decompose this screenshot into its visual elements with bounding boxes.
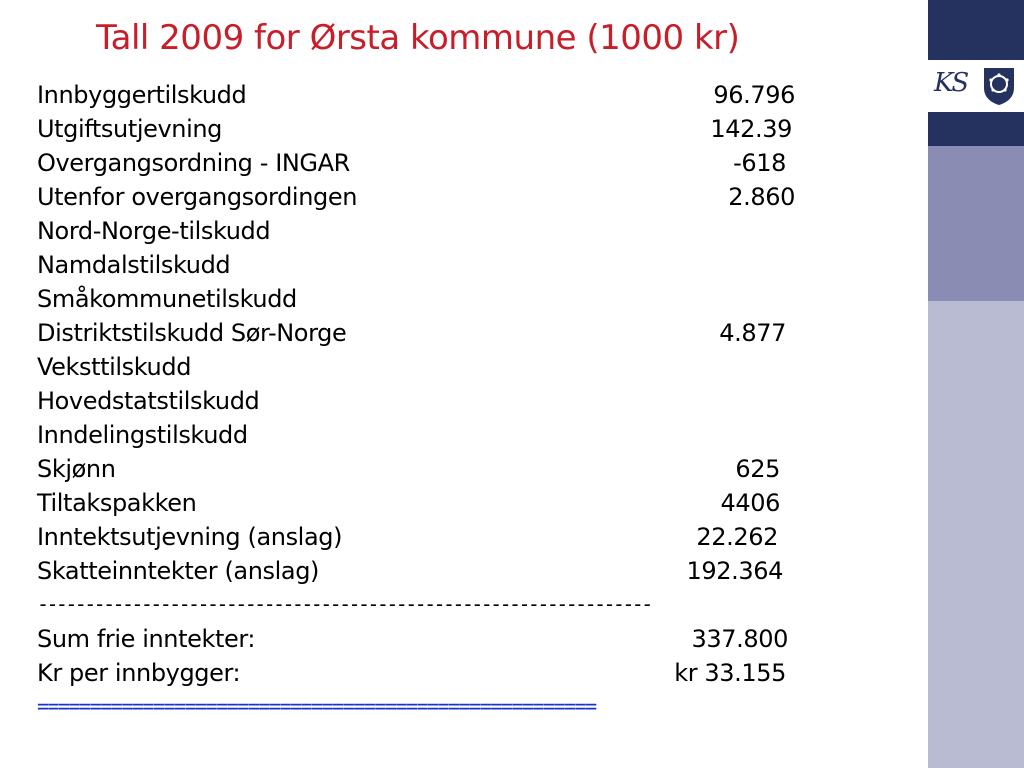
row-label: Inndelingstilskudd: [37, 421, 248, 449]
ks-logo-text: KS: [934, 68, 968, 98]
total-row: [37, 656, 786, 690]
table-row: [37, 486, 780, 520]
table-row: [37, 248, 795, 282]
table-row: [37, 418, 795, 452]
total-row: [37, 622, 788, 656]
row-value: 192.364: [686, 557, 783, 585]
crest-icon: [982, 66, 1016, 106]
sidebar-light-block: [928, 301, 1024, 768]
total-value: 337.800: [691, 625, 788, 653]
row-label: Skatteinntekter (anslag): [37, 557, 319, 585]
figures-table: [37, 78, 817, 588]
row-label: Overgangsordning - INGAR: [37, 149, 350, 177]
row-value: 625: [735, 455, 780, 483]
table-row: [37, 384, 795, 418]
row-value: 4406: [720, 489, 780, 517]
table-row: [37, 316, 786, 350]
row-label: Veksttilskudd: [37, 353, 192, 381]
decorative-sidebar: [928, 0, 1024, 768]
slide-title: Tall 2009 for Ørsta kommune (1000 kr): [96, 18, 740, 58]
row-label: Innbyggertilskudd: [37, 81, 247, 109]
row-label: Namdalstilskudd: [37, 251, 231, 279]
total-value: kr 33.155: [674, 659, 786, 687]
table-row: [37, 520, 778, 554]
row-value: 96.796: [713, 81, 795, 109]
row-label: Skjønn: [37, 455, 116, 483]
table-row: [37, 146, 786, 180]
total-label: Kr per innbygger:: [37, 659, 241, 687]
table-row: [37, 78, 795, 112]
row-value: 2.860: [728, 183, 795, 211]
row-value: 4.877: [719, 319, 786, 347]
totals-table: [37, 622, 817, 690]
double-separator: =====================================================: [37, 694, 596, 718]
sidebar-navy-band: [928, 112, 1024, 146]
row-label: Hovedstatstilskudd: [37, 387, 260, 415]
row-label: Distriktstilskudd Sør-Norge: [37, 319, 347, 347]
sidebar-navy-block: [928, 0, 1024, 60]
row-label: Utenfor overgangsordingen: [37, 183, 358, 211]
row-value: 22.262: [696, 523, 778, 551]
table-row: [37, 350, 795, 384]
row-label: Inntektsutjevning (anslag): [37, 523, 343, 551]
row-value: 142.39: [710, 115, 792, 143]
table-row: [37, 112, 792, 146]
row-label: Nord-Norge-tilskudd: [37, 217, 271, 245]
table-row: [37, 180, 795, 214]
table-row: [37, 214, 795, 248]
table-row: [37, 452, 780, 486]
table-row: [37, 282, 795, 316]
dashed-separator: -----------------------------------------------------------------: [37, 592, 651, 616]
row-value: -618: [733, 149, 786, 177]
ks-logo: [928, 60, 1024, 112]
sidebar-mid-block: [928, 146, 1024, 301]
table-row: [37, 554, 783, 588]
row-label: Tiltakspakken: [37, 489, 197, 517]
row-label: Utgiftsutjevning: [37, 115, 223, 143]
total-label: Sum frie inntekter:: [37, 625, 256, 653]
row-label: Småkommunetilskudd: [37, 285, 297, 313]
